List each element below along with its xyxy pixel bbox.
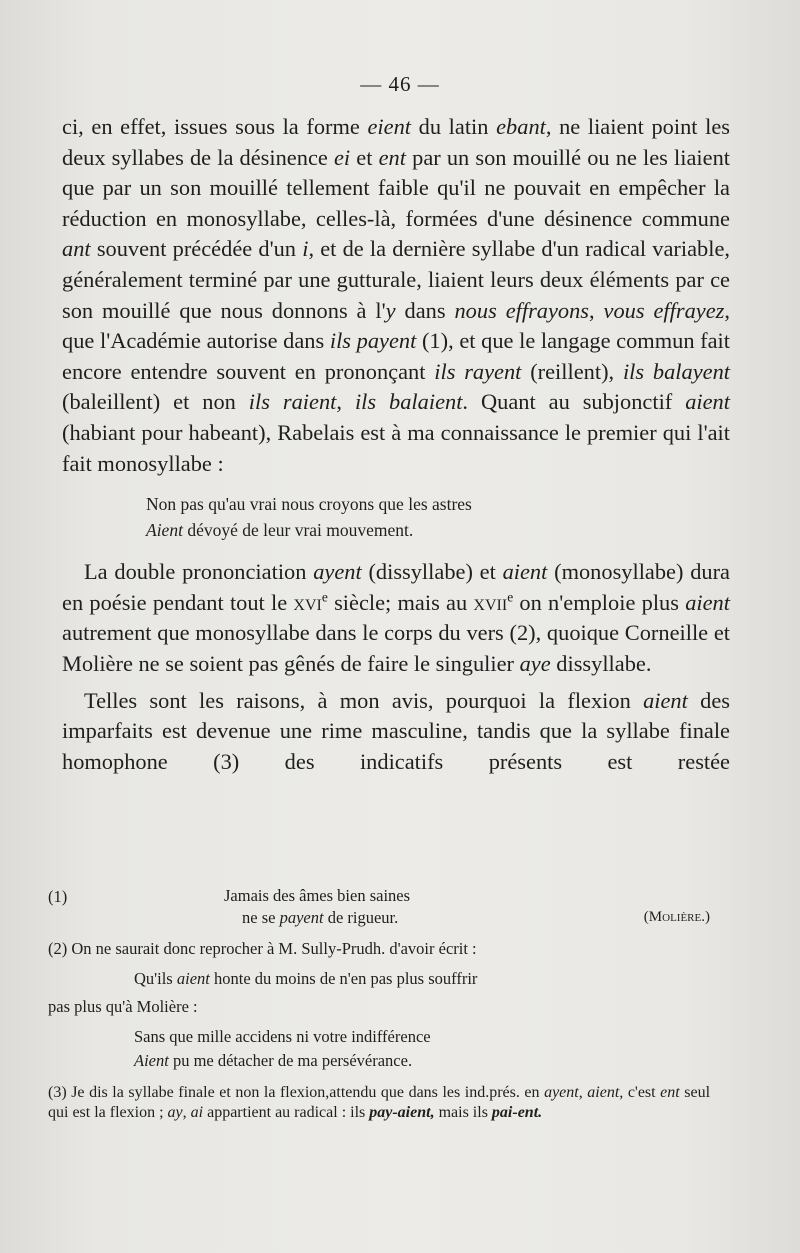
verse-line: Sans que mille accidens ni votre indifférence (134, 1027, 431, 1046)
main-text (62, 112, 730, 777)
paragraph-3: Telles sont les raisons, à mon avis, pourquoi la flexion aient des imparfaits est devenue une rime masculine, tandis que la syllabe finale homophone (3) des indicatifs présents est restée (62, 687, 730, 774)
footnote-2-intro: (2) On ne saurait donc reprocher à M. Sully-Prudh. d'avoir écrit : (48, 939, 477, 958)
paragraph-2: La double prononciation ayent (dissyllabe) et aient (monosyllabe) dura en poésie pendant tout le xvi$^e$ siècle; mais au xvii$^e$ on n'emploie plus aient autrement que monosyllabe dans le corps du vers (2), quoique Corneille et Molière ne se soient pas gênés de faire le singulier aye dissyllabe. (62, 559, 730, 676)
paragraph-1: ci, en effet, issues sous la forme eient du latin ebant, ne liaient point les deux syllabes de la désinence ei et ent par un son mouillé ou ne les liaient que par un son mouillé tellement faible qu'il ne pouvait en empêcher la réduction en monosyllabe, celles-là, formées d'une désinence commune ant souvent précédée d'un i, et de la dernière syllabe d'un radical variable, généralement terminé par une gutturale, liaient leurs deux éléments par ce son mouillé que nous donnons à l'y dans nous effrayons, vous effrayez, que l'Académie autorise dans ils payent (1), et que le langage commun fait encore entendre souvent en prononçant ils rayent (reillent), ils balayent (baleillent) et non ils raient, ils balaient. Quant au subjonctif aient (habiant pour habeant), Rabelais est à ma connaissance le premier qui l'ait fait monosyllabe : (62, 114, 731, 476)
footnote-source: (Molière.) (643, 909, 710, 925)
verse-line: ne se payent de rigueur. (242, 908, 399, 927)
footnote-2-mid: pas plus qu'à Molière : (48, 997, 198, 1016)
verse-line: Non pas qu'au vrai nous croyons que les astres (146, 494, 472, 515)
verse-line: Aient dévoyé de leur vrai mouvement. (146, 520, 414, 541)
footnote-3: (3) Je dis la syllabe finale et non la flexion,attendu que dans les ind.prés. en ayent, aient, c'est ent seul qui est la flexion ; ay, ai appartient au radical : ils pay-aient, mais ils pai-ent. (48, 1084, 711, 1121)
page-number: — 46 — (360, 72, 440, 96)
footnotes (48, 885, 710, 1122)
footnote-marker: (1) (48, 887, 68, 906)
rabelais-verse (146, 491, 730, 543)
verse-line: Jamais des âmes bien saines (224, 886, 411, 905)
footnote-2-verse-2 (134, 1025, 710, 1073)
footnote-2-verse-1: Qu'ils aient honte du moins de n'en pas plus souffrir (134, 969, 478, 988)
verse-line: Aient pu me détacher de ma persévérance. (134, 1051, 413, 1070)
footnote-1-verse (224, 885, 410, 929)
footnote-1 (48, 885, 710, 929)
